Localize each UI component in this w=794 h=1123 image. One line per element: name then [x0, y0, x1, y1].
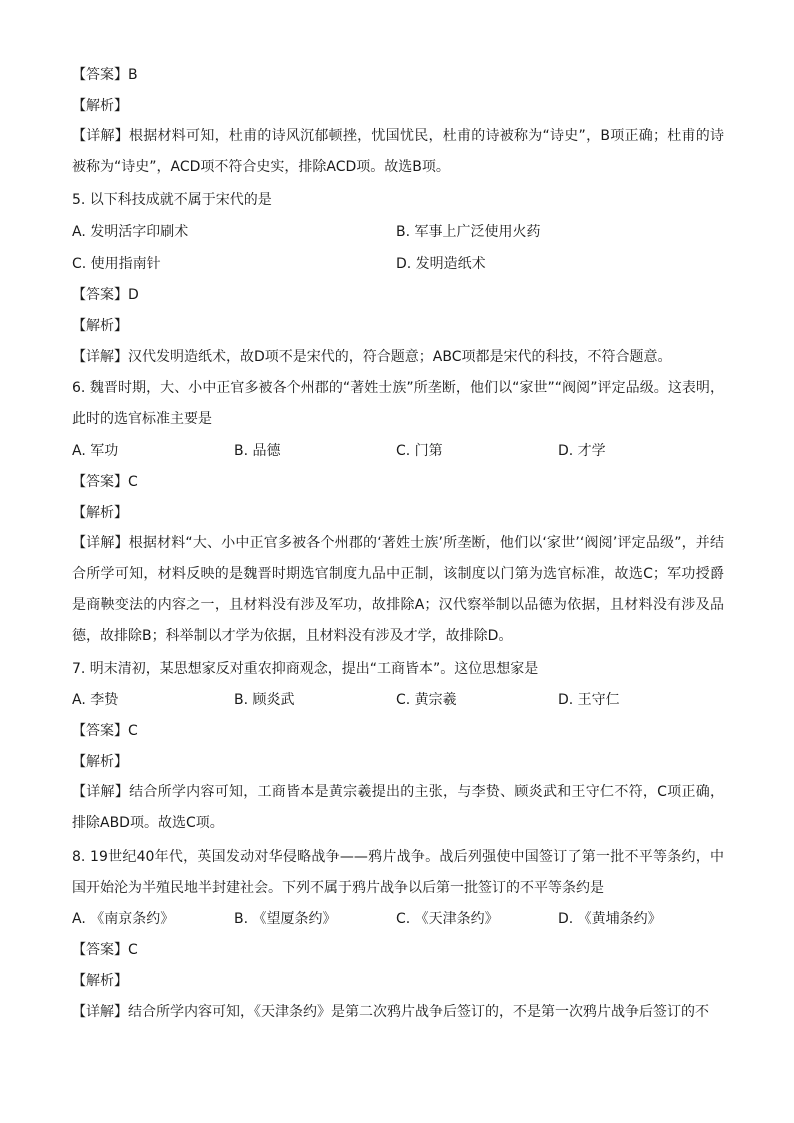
q6-answer: 【答案】C — [72, 474, 138, 490]
q7-option-a: A. 李贽 — [72, 692, 119, 708]
q8-stem: 8. 19世纪40年代，英国发动对华侵略战争——鸦片战争。战后列强使中国签订了第一批不平等条约，中国开始沦为半殖民地半封建社会。下列不属于鸦片战争以后第一批签订的不平等条约是 — [72, 849, 724, 896]
q6-option-a: A. 军功 — [72, 443, 119, 459]
q5-analysis-label: 【解析】 — [72, 318, 128, 334]
q7-stem: 7. 明末清初，某思想家反对重农抑商观念，提出“工商皆本”。这位思想家是 — [72, 661, 539, 677]
q5-option-a: A. 发明活字印刷术 — [72, 224, 189, 240]
q7-answer: 【答案】C — [72, 723, 138, 739]
q8-analysis-label: 【解析】 — [72, 973, 128, 989]
q8-detail: 【详解】结合所学内容可知，《天津条约》是第二次鸦片战争后签订的，不是第一次鸦片战争后签订的不 — [72, 1004, 709, 1020]
q6-detail: 【详解】根据材料“大、小中正官多被各个州郡的‘著姓士族’所垄断，他们以‘家世’‘阀阅’评定品级”，并结合所学可知，材料反映的是魏晋时期选官制度九品中正制，该制度以门第为选官标准，故选C；军功授爵是商鞅变法的内容之一，且材料没有涉及军功，故排除A；汉代察举制以品德为依据，且材料没有涉及品德，故排除B；科举制以才学为依据，且材料没有涉及才学，故排除D。 — [72, 535, 724, 644]
q7-option-c: C. 黄宗羲 — [396, 692, 457, 708]
q8-option-d: D. 《黄埔条约》 — [558, 911, 662, 927]
q8-option-b: B. 《望厦条约》 — [234, 911, 337, 927]
q6-analysis-label: 【解析】 — [72, 505, 128, 521]
q5-stem: 5. 以下科技成就不属于宋代的是 — [72, 192, 272, 208]
q5-answer: 【答案】D — [72, 287, 139, 303]
q8-answer: 【答案】C — [72, 942, 138, 958]
q7-detail: 【详解】结合所学内容可知，工商皆本是黄宗羲提出的主张，与李贽、顾炎武和王守仁不符，C项正确，排除ABD项。故选C项。 — [72, 784, 724, 831]
q4-analysis-label: 【解析】 — [72, 98, 128, 114]
q6-stem: 6. 魏晋时期，大、小中正官多被各个州郡的“著姓士族”所垄断，他们以“家世”“阀阅”评定品级。这表明，此时的选官标准主要是 — [72, 380, 724, 427]
q6-option-b: B. 品德 — [234, 443, 281, 459]
q5-option-b: B. 军事上广泛使用火药 — [396, 224, 541, 240]
q7-analysis-label: 【解析】 — [72, 754, 128, 770]
q4-answer: 【答案】B — [72, 67, 138, 83]
q7-option-b: B. 顾炎武 — [234, 692, 295, 708]
q5-detail: 【详解】汉代发明造纸术，故D项不是宋代的，符合题意；ABC项都是宋代的科技，不符合题意。 — [72, 349, 672, 365]
q5-option-d: D. 发明造纸术 — [396, 256, 486, 272]
q8-option-c: C. 《天津条约》 — [396, 911, 499, 927]
q8-option-a: A. 《南京条约》 — [72, 911, 175, 927]
q6-option-d: D. 才学 — [558, 443, 606, 459]
q6-option-c: C. 门第 — [396, 443, 443, 459]
q4-detail: 【详解】根据材料可知，杜甫的诗风沉郁顿挫，忧国忧民，杜甫的诗被称为“诗史”，B项正确；杜甫的诗被称为“诗史”，ACD项不符合史实，排除ACD项。故选B项。 — [72, 128, 724, 175]
q5-option-c: C. 使用指南针 — [72, 256, 161, 272]
q7-option-d: D. 王守仁 — [558, 692, 620, 708]
